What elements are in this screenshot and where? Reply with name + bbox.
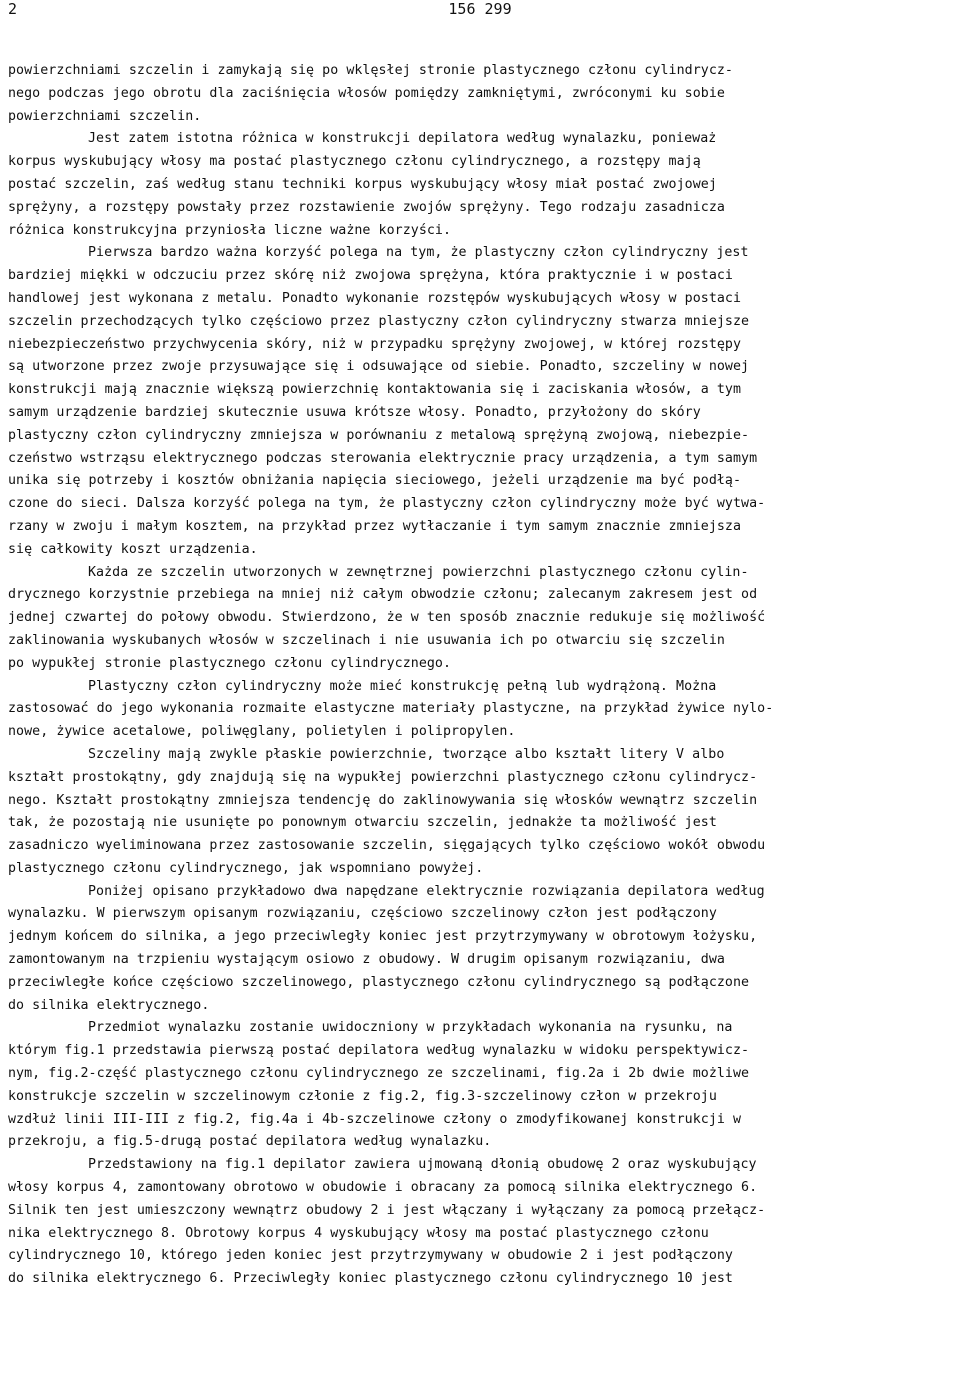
text-line: plastycznego członu cylindrycznego, jak wspomniano powyżej.: [8, 860, 484, 876]
text-line: Każda ze szczelin utworzonych w zewnętrznej powierzchni plastycznego członu cylin-: [88, 564, 749, 580]
page-number: 2: [8, 0, 18, 18]
text-line: Silnik ten jest umieszczony wewnątrz obudowy 2 i jest włączany i wyłączany za pomocą przełącz-: [8, 1202, 766, 1218]
text-line: do silnika elektrycznego.: [8, 997, 210, 1013]
text-line: wzdłuż linii III-III z fig.2, fig.4a i 4b-szczelinowe człony o zmodyfikowanej konstrukcji w: [8, 1111, 742, 1127]
text-line: zaklinowania wyskubanych włosów w szczelinach i nie usuwania ich po otwarciu się szczelin: [8, 632, 725, 648]
text-line: jednym końcem do silnika, a jego przeciwległy koniec jest przytrzymywany w obrotowym łożysku,: [8, 929, 758, 945]
paragraph: [8, 881, 953, 1018]
text-line: Poniżej opisano przykładowo dwa napędzane elektrycznie rozwiązania depilatora według: [88, 883, 765, 899]
text-line: przeciwległe końce częściowo szczelinowego, plastycznego członu cylindrycznego są podłączone: [8, 974, 750, 990]
text-line: Pierwsza bardzo ważna korzyść polega na tym, że plastyczny człon cylindryczny jest: [88, 245, 749, 261]
text-line: konstrukcje szczelin w szczelinowym członie z fig.2, fig.3-szczelinowy człon w przekroju: [8, 1088, 717, 1104]
text-line: konstrukcji mają znacznie większą powierzchnię kontaktowania się i zaciskania włosów, a tym: [8, 382, 742, 398]
body-text: [8, 60, 953, 1291]
text-line: Plastyczny człon cylindryczny może mieć konstrukcję pełną lub wydrążoną. Można: [88, 678, 717, 694]
text-line: przekroju, a fig.5-drugą postać depilatora według wynalazku.: [8, 1134, 492, 1150]
text-line: zastosować do jego wykonania rozmaite elastyczne materiały plastyczne, na przykład żywice nylo-: [8, 701, 774, 717]
text-line: czeństwo wstrząsu elektrycznego podczas sterowania elektrycznie pracy urządzenia, a tym samym: [8, 450, 758, 466]
text-line: kształt prostokątny, gdy znajdują się na wypukłej powierzchni plastycznego członu cylindrycz-: [8, 769, 758, 785]
text-line: powierzchniami szczelin.: [8, 108, 202, 124]
text-line: tak, że pozostają nie usunięte po ponownym otwarciu szczelin, jednakże ta możliwość jest: [8, 815, 717, 831]
text-line: włosy korpus 4, zamontowany obrotowo w obudowie i obracany za pomocą silnika elektrycznego 6.: [8, 1180, 758, 1196]
text-line: czone do sieci. Dalsza korzyść polega na tym, że plastyczny człon cylindryczny może być wytwa-: [8, 496, 766, 512]
paragraph: [8, 744, 953, 881]
text-line: nego podczas jego obrotu dla zaciśnięcia włosów pomiędzy zamkniętymi, zwróconymi ku sobie: [8, 85, 725, 101]
paragraph: [8, 1154, 953, 1291]
text-line: Jest zatem istotna różnica w konstrukcji depilatora według wynalazku, ponieważ: [88, 131, 717, 147]
text-line: korpus wyskubujący włosy ma postać plastycznego członu cylindrycznego, a rozstępy mają: [8, 154, 701, 170]
text-line: handlowej jest wykonana z metalu. Ponadto wykonanie rozstępów wyskubujących włosy w postaci: [8, 290, 742, 306]
text-line: zasadniczo wyeliminowana przez zastosowanie szczelin, sięgających tylko częściowo wokół obwodu: [8, 838, 766, 854]
text-line: rzany w zwoju i małym kosztem, na przykład przez wytłaczanie i tym samym znacznie zmniejsza: [8, 518, 742, 534]
text-line: są utworzone przez zwoje przysuwające się i odsuwające od siebie. Ponadto, szczeliny w nowej: [8, 359, 750, 375]
paragraph: [8, 676, 953, 744]
paragraph: [8, 562, 953, 676]
text-line: nika elektrycznego 8. Obrotowy korpus 4 wyskubujący włosy ma postać plastycznego członu: [8, 1225, 709, 1241]
text-line: nego. Kształt prostokątny zmniejsza tendencję do zaklinowywania się włosków wewnątrz szczelin: [8, 792, 758, 808]
text-line: postać szczelin, zaś według stanu techniki korpus wyskubujący włosy miał postać zwojowej: [8, 176, 717, 192]
document-number: 156 299: [448, 0, 512, 18]
text-line: wynalazku. W pierwszym opisanym rozwiązaniu, częściowo szczelinowy człon jest podłączony: [8, 906, 717, 922]
paragraph: [8, 128, 953, 242]
text-line: jednej czwartej do połowy obwodu. Stwierdzono, że w ten sposób znacznie redukuje się możliwość: [8, 610, 766, 626]
text-line: różnica konstrukcyjna przyniosła liczne ważne korzyści.: [8, 222, 452, 238]
text-line: unika się potrzeby i kosztów obniżania napięcia sieciowego, jeżeli urządzenie ma być podłą-: [8, 473, 742, 489]
text-line: niebezpieczeństwo przychwycenia skóry, niż w przypadku sprężyny zwojowej, w której rozstępy: [8, 336, 742, 352]
paragraph: [8, 1017, 953, 1154]
text-line: Przedmiot wynalazku zostanie uwidoczniony w przykładach wykonania na rysunku, na: [88, 1020, 733, 1036]
text-line: cylindrycznego 10, którego jeden koniec jest przytrzymywany w obudowie 2 i jest podłączony: [8, 1248, 733, 1264]
text-line: Przedstawiony na fig.1 depilator zawiera ujmowaną dłonią obudowę 2 oraz wyskubujący: [88, 1157, 757, 1173]
text-line: plastyczny człon cylindryczny zmniejsza w porównaniu z metalową sprężyną zwojową, niebezpie-: [8, 427, 750, 443]
text-line: nowe, żywice acetalowe, poliwęglany, polietylen i polipropylen.: [8, 724, 516, 740]
text-line: drycznego korzystnie przebiega na mniej niż całym obwodzie członu; zalecanym zakresem jest od: [8, 587, 758, 603]
text-line: zamontowanym na trzpieniu wystającym osiowo z obudowy. W drugim opisanym rozwiązaniu, dwa: [8, 952, 725, 968]
text-line: do silnika elektrycznego 6. Przeciwległy koniec plastycznego członu cylindrycznego 10 jest: [8, 1271, 733, 1287]
text-line: po wypukłej stronie plastycznego członu cylindrycznego.: [8, 655, 452, 671]
text-line: powierzchniami szczelin i zamykają się po wklęsłej stronie plastycznego członu cylindrycz-: [8, 63, 733, 78]
text-line: się całkowity koszt urządzenia.: [8, 541, 258, 557]
text-line: którym fig.1 przedstawia pierwszą postać depilatora według wynalazku w widoku perspektywicz-: [8, 1043, 750, 1059]
text-line: Szczeliny mają zwykle płaskie powierzchnie, tworzące albo kształt litery V albo: [88, 746, 725, 762]
text-line: bardziej miękki w odczuciu przez skórę niż zwojowa sprężyna, która praktycznie i w postaci: [8, 268, 733, 284]
text-line: nym, fig.2-część plastycznego członu cylindrycznego ze szczelinami, fig.2a i 2b dwie możliwe: [8, 1066, 750, 1082]
paragraph: [8, 60, 953, 128]
text-line: szczelin przechodzących tylko częściowo przez plastyczny człon cylindryczny stwarza mniejsze: [8, 313, 750, 329]
paragraph: [8, 242, 953, 561]
text-line: samym urządzenie bardziej skutecznie usuwa krótsze włosy. Ponadto, przyłożony do skóry: [8, 404, 701, 420]
text-line: sprężyny, a rozstępy powstały przez rozstawienie zwojów sprężyny. Tego rodzaju zasadnicza: [8, 199, 725, 215]
